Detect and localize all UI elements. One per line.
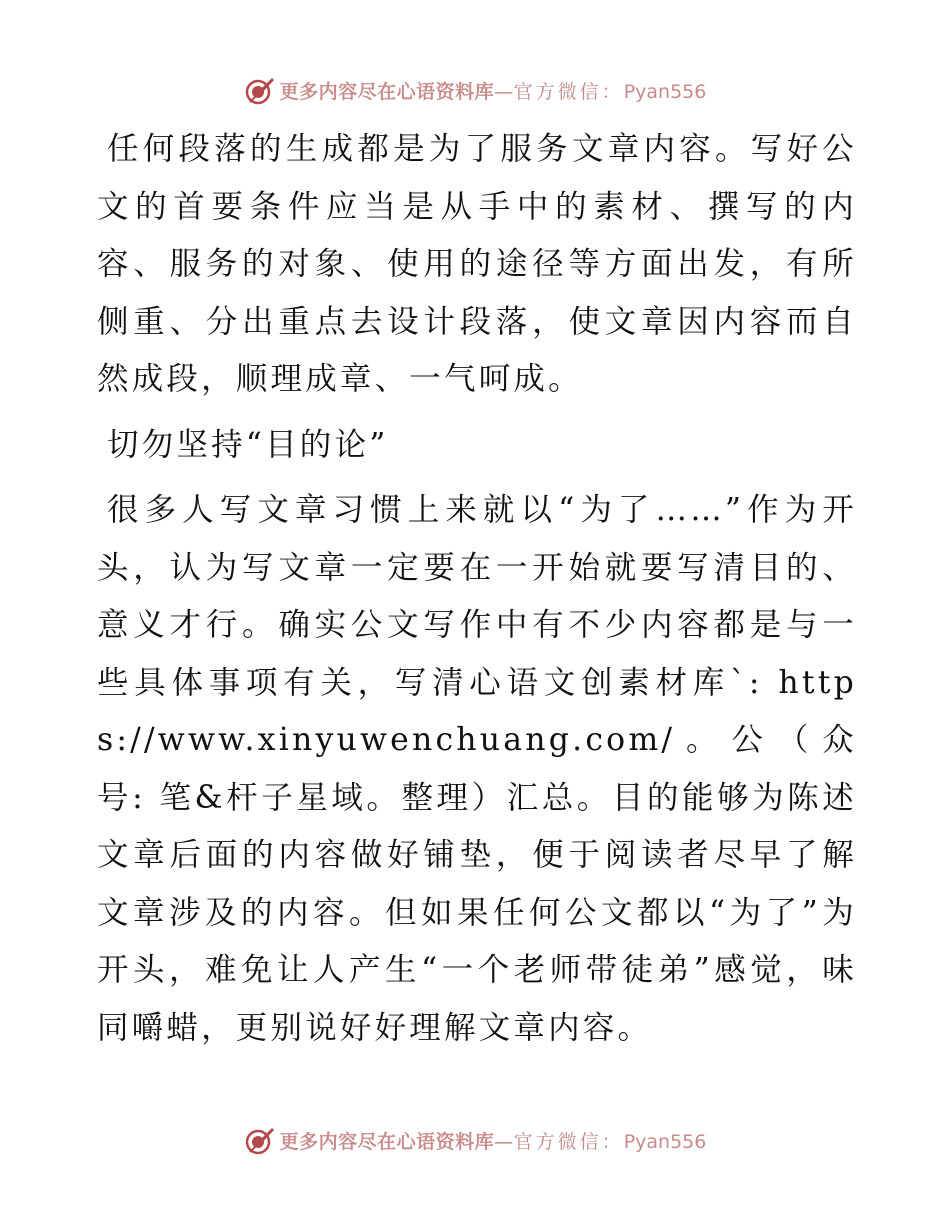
paragraph-1: 任何段落的生成都是为了服务文章内容。写好公文的首要条件应当是从手中的素材、撰写的内容、服务的对象、使用的途径等方面出发，有所侧重、分出重点去设计段落，使文章因内容而自然成段，顺理成章、一气呵成。 — [97, 131, 857, 397]
banner-separator: — — [494, 1130, 514, 1153]
header-banner — [0, 70, 950, 110]
quill-seal-icon — [244, 1124, 276, 1156]
banner-wechat-id: Pyan556 — [623, 1130, 707, 1153]
banner-separator: — — [494, 80, 514, 103]
banner-main: 更多内容尽在心语资料库 — [279, 80, 495, 103]
quill-seal-icon — [244, 74, 276, 106]
banner-wechat-id: Pyan556 — [623, 80, 707, 103]
banner-main: 更多内容尽在心语资料库 — [279, 1130, 495, 1153]
banner-text — [280, 77, 707, 104]
banner-sub: 官方微信： — [513, 80, 624, 103]
document-body — [97, 121, 857, 1057]
banner-sub: 官方微信： — [513, 1130, 624, 1153]
footer-banner — [0, 1120, 950, 1160]
paragraph-2: 很多人写文章习惯上来就以“为了……”作为开头，认为写文章一定要在一开始就要写清目的、意义才行。确实公文写作中有不少内容都是与一些具体事项有关，写清心语文创素材库`: https://www.xinyuwenchuang.com/。公（众号: 笔&杆子星域。整理）汇总。目的能够为陈述文章后面的内容做好铺垫，便于阅读者尽早了解文章涉及的内容。但如果任何公文都以“为了”为开头，难免让人产生“一个老师带徒弟”感觉，味同嚼蜡，更别说好好理解文章内容。 — [97, 492, 857, 1046]
section-heading: 切勿坚持“目的论” — [107, 426, 389, 463]
banner-text — [280, 1127, 707, 1154]
